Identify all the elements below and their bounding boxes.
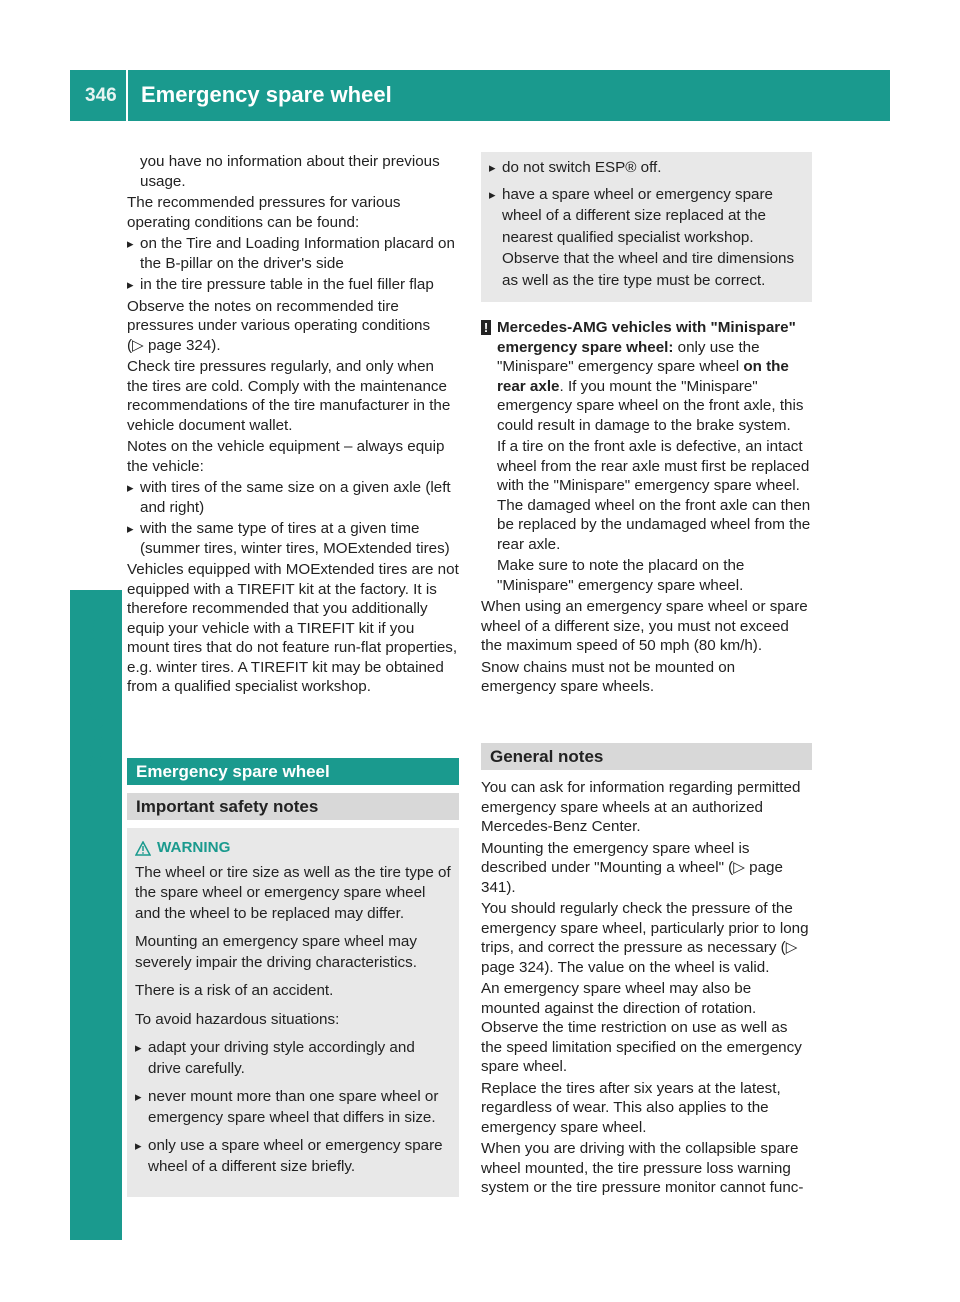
notice-paragraph (497, 318, 812, 435)
equip-list (127, 478, 459, 558)
exclamation-icon: ! (481, 320, 491, 335)
safety-list (489, 157, 804, 291)
page-header (70, 70, 890, 121)
paragraph-replace: Replace the tires after six years at the latest, regardless of wear. This also applies to the emergency spare wheel. (481, 1079, 781, 1136)
paragraph-chains: Snow chains must not be mounted on emergency spare wheels. (481, 658, 736, 695)
paragraph-check: Check tire pressures regularly, and only when the tires are cold. Comply with the maintenance recommendations of the tire manufacturer in the vehicle document wallet. (127, 358, 451, 434)
paragraph-speed: When using an emergency spare wheel or spare wheel of a different size, you must not exceed the maximum speed of 50 mph (80 km/h). (481, 598, 808, 654)
page-title: Emergency spare wheel (141, 82, 392, 107)
notice-text: only use the "Minispare" emergency spare wheel (497, 338, 760, 375)
paragraph-recommended: The recommended pressures for various operating conditions can be found: (127, 194, 401, 231)
warning-paragraph: To avoid hazardous situations: (135, 1010, 340, 1028)
header-divider (126, 70, 128, 121)
right-sections (481, 743, 812, 1200)
warning-label: WARNING (157, 839, 231, 856)
notice-paragraph: If a tire on the front axle is defective, an intact wheel from the rear axle must first be replaced with the "Minispare" emergency spare wheel. The damaged wheel on the front axle can then be replaced by the undamaged wheel from the rear axle. (497, 438, 811, 553)
notice-text: . If you mount the "Minispare" emergency spare wheel on the front axle, this could result in damage to the brake system. (497, 377, 804, 434)
warning-list (135, 1038, 451, 1177)
list-item: ▸ in the tire pressure table in the fuel filler flap (127, 275, 459, 295)
notice-emphasis: on the rear axle (497, 358, 789, 395)
left-column (127, 152, 459, 699)
warning-paragraph: There is a risk of an accident. (135, 982, 334, 999)
right-column (481, 152, 812, 699)
page-reference[interactable]: (▷ page 324). (127, 336, 221, 354)
list-item: ▸ on the Tire and Loading Information placard on the B-pillar on the driver's side (127, 234, 459, 273)
notice-block (481, 318, 812, 595)
list-item: ▸ only use a spare wheel or emergency spare wheel of a different size briefly. (135, 1136, 451, 1177)
subsection-heading: Important safety notes (127, 793, 459, 820)
list-item: ▸ have a spare wheel or emergency spare wheel of a different size replaced at the nearest qualified specialist workshop. Observe that the wheel and tire dimensions as well as the tire type must be correct. (489, 184, 804, 292)
warning-icon (135, 841, 151, 856)
notice-title: Mercedes-AMG vehicles with "Minispare" emergency spare wheel: (497, 319, 796, 356)
warning-paragraph: The wheel or tire size as well as the tire type of the spare wheel or emergency spare wheel and the wheel to be replaced may differ. (135, 863, 451, 922)
paragraph-ask: You can ask for information regarding permitted emergency spare wheels at an authorized Mercedes-Benz Center. (481, 779, 801, 835)
section-heading: Emergency spare wheel (127, 758, 459, 785)
observe-text: Observe the notes on recommended tire pressures under various operating conditions (127, 297, 431, 334)
paragraph-regularly: You should regularly check the pressure of the emergency spare wheel, particularly prior to long trips, and correct the pressure as necessary (▷ page 324). The value on the wheel is valid. (481, 900, 809, 976)
paragraph-collapsible: When you are driving with the collapsible spare wheel mounted, the tire pressure loss warning system or the tire pressure monitor cannot func- (481, 1140, 804, 1196)
side-tab-label: Wheels and tires (82, 608, 109, 800)
found-list (127, 234, 459, 295)
list-item: ▸ with the same type of tires at a given time (summer tires, winter tires, MOExtended tires) (127, 519, 459, 558)
paragraph-direction: An emergency spare wheel may also be mounted against the direction of rotation. Observe the time restriction on use as well as the speed limitation specified on the emergency spare wheel. (481, 980, 802, 1075)
paragraph-usage: you have no information about their previous usage. (140, 153, 440, 190)
list-item: ▸ with tires of the same size on a given axle (left and right) (127, 478, 459, 517)
section-heading: General notes (481, 743, 812, 770)
warning-box (127, 828, 459, 1197)
paragraph-notes: Notes on the vehicle equipment – always equip the vehicle: (127, 438, 445, 475)
safety-box (481, 152, 812, 302)
page-number: 346 (85, 85, 117, 106)
list-item: ▸ never mount more than one spare wheel or emergency spare wheel that differs in size. (135, 1087, 451, 1128)
list-item: ▸ do not switch ESP® off. (489, 157, 804, 179)
paragraph-observe (127, 297, 459, 356)
paragraph-moextended: Vehicles equipped with MOExtended tires are not equipped with a TIREFIT kit at the factory. It is therefore recommended that you additionally equip your vehicle with a TIREFIT kit if you mount tires that do not feature run-flat properties, e.g. winter tires. A TIREFIT kit may be obtained from a qualified specialist workshop. (127, 561, 459, 695)
warning-paragraph: Mounting an emergency spare wheel may severely impair the driving characteristics. (135, 933, 417, 971)
left-sections (127, 758, 459, 1197)
paragraph-mounting: Mounting the emergency spare wheel is described under "Mounting a wheel" (▷ page 341). (481, 839, 783, 896)
warning-header (135, 838, 451, 859)
notice-paragraph: Make sure to note the placard on the "Minispare" emergency spare wheel. (497, 557, 745, 594)
list-item: ▸ adapt your driving style accordingly and drive carefully. (135, 1038, 451, 1079)
